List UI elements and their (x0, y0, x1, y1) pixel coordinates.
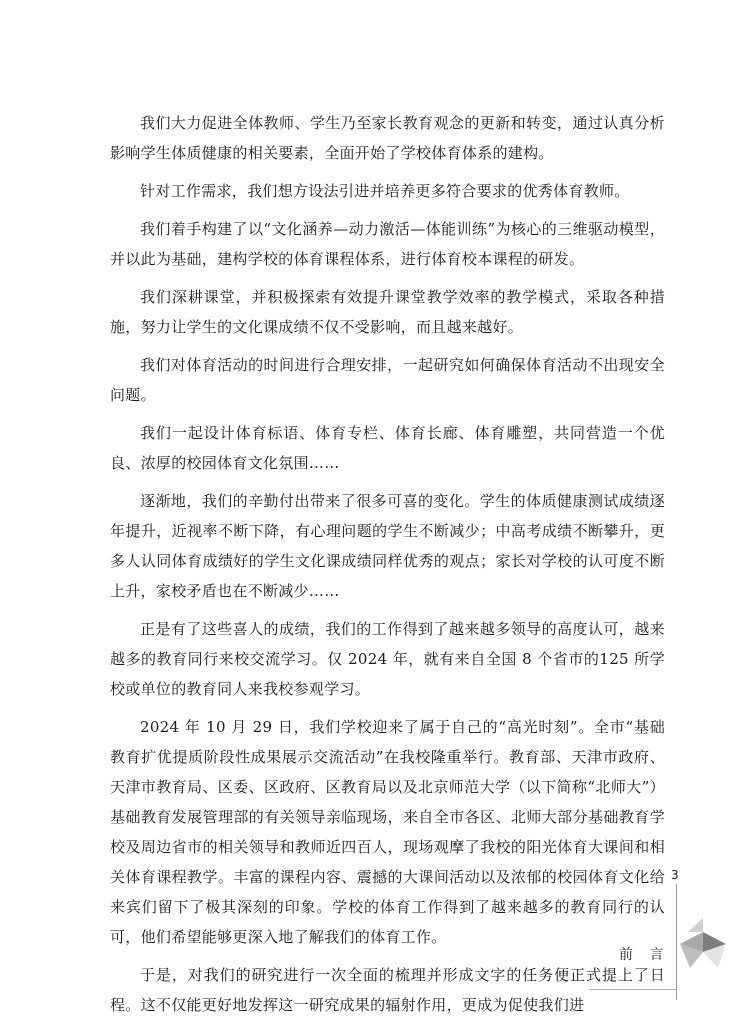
document-body (110, 108, 665, 1028)
paragraph: 正是有了这些喜人的成绩，我们的工作得到了越来越多领导的高度认可，越来越多的教育同行来校交流学习。仅 2024 年，就有来自全国 8 个省市的125 所学校或单位的教育同人来我校参观学习。 (110, 620, 665, 698)
page-number: 3 (671, 868, 679, 882)
paragraph: 我们大力促进全体教师、学生乃至家长教育观念的更新和转变，通过认真分析影响学生体质健康的相关要素，全面开始了学校体育体系的建构。 (110, 114, 665, 162)
margin-vertical-rule (676, 884, 677, 1000)
paragraph: 于是，对我们的研究进行一次全面的梳理并形成文字的任务便正式提上了日程。这不仅能更好地发挥这一研究成果的辐射作用，更成为促使我们进 (110, 966, 665, 1014)
paragraph: 我们深耕课堂，并积极探索有效提升课堂教学效率的教学模式，采取各种措施，努力让学生的文化课成绩不仅不受影响，而且越来越好。 (110, 288, 665, 336)
paragraph: 我们着手构建了以“文化涵养—动力激活—体能训练”为核心的三维驱动模型，并以此为基础，建构学校的体育课程体系，进行体育校本课程的研发。 (110, 220, 665, 268)
logo-triangle (688, 918, 703, 932)
paragraph: 2024 年 10 月 29 日，我们学校迎来了属于自己的“高光时刻”。全市“基础教育扩优提质阶段性成果展示交流活动”在我校隆重举行。教育部、天津市政府、天津市教育局、区委、区政府、区教育局以及北京师范大学（以下简称“北师大”）基础教育发展管理部的有关领导亲临现场，来自全市各区、北师大部分基础教育学校及周边省市的相关领导和教师近四百人，现场观摩了我校的阳光体育大课间和相关体育课程教学。丰富的课程内容、震撼的大课间活动以及浓郁的校园体育文化给来宾们留下了极其深刻的印象。学校的体育工作得到了越来越多的教育同行的认可，他们希望能够更深入地了解我们的体育工作。 (110, 718, 665, 946)
paragraph: 逐渐地，我们的辛勤付出带来了很多可喜的变化。学生的体质健康测试成绩逐年提升，近视率不断下降，有心理问题的学生不断减少；中高考成绩不断攀升，更多人认同体育成绩好的学生文化课成绩同样优秀的观点；家长对学校的认可度不断上升，家校矛盾也在不断减少…… (110, 492, 665, 600)
paragraph: 我们对体育活动的时间进行合理安排，一起研究如何确保体育活动不出现安全问题。 (110, 356, 665, 404)
geometric-triangles-logo-icon (680, 918, 726, 974)
footer-horizontal-rule (589, 989, 677, 990)
paragraph: 针对工作需求，我们想方设法引进并培养更多符合要求的优秀体育教师。 (140, 182, 630, 200)
running-footer: 前 言 (619, 947, 670, 963)
paragraph: 我们一起设计体育标语、体育专栏、体育长廊、体育雕塑，共同营造一个优良、浓厚的校园体育文化氛围…… (110, 424, 665, 472)
